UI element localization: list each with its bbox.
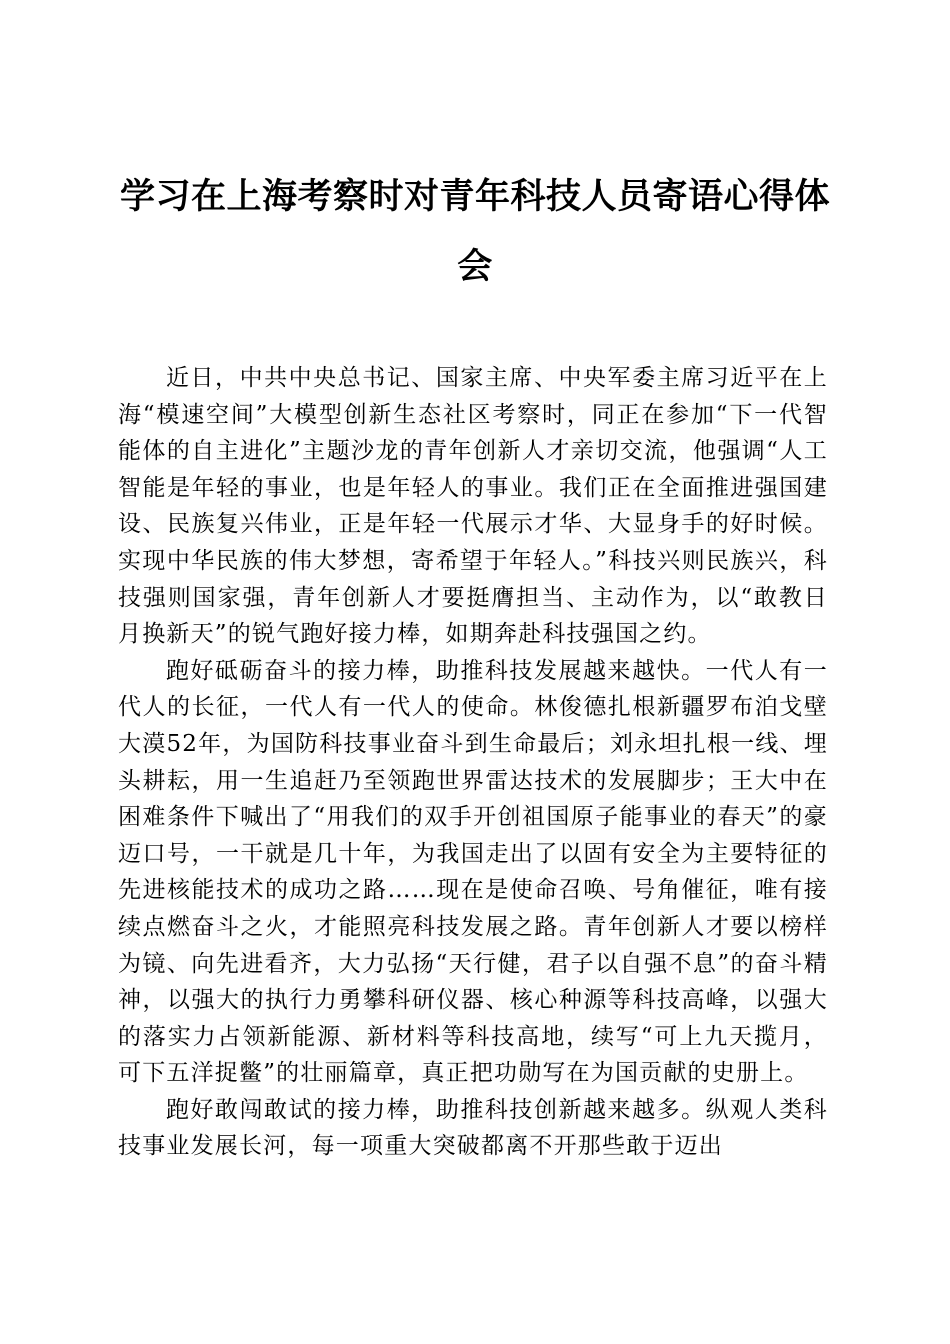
document-body xyxy=(118,360,828,1165)
paragraph-innovation: 跑好敢闯敢试的接力棒，助推科技创新越来越多。纵观人类科技事业发展长河，每一项重大突破都离不开那些敢于迈出 xyxy=(118,1096,828,1160)
document-title: 学习在上海考察时对青年科技人员寄语心得体会 xyxy=(119,176,830,287)
paragraph-struggle: 跑好砥砺奋斗的接力棒，助推科技发展越来越快。一代人有一代人的长征，一代人有一代人的使命。林俊德扎根新疆罗布泊戈壁大漠52年，为国防科技事业奋斗到生命最后；刘永坦扎根一线、埋头耕耘，用一生追赶乃至领跑世界雷达技术的发展脚步；王大中在困难条件下喊出了“用我们的双手开创祖国原子能事业的春天”的豪迈口号，一干就是几十年，为我国走出了以固有安全为主要特征的先进核能技术的成功之路……现在是使命召唤、号角催征，唯有接续点燃奋斗之火，才能照亮科技发展之路。青年创新人才要以榜样为镜、向先进看齐，大力弘扬“天行健，君子以自强不息”的奋斗精神，以强大的执行力勇攀科研仪器、核心种源等科技高峰，以强大的落实力占领新能源、新材料等科技高地，续写“可上九天揽月，可下五洋捉鳖”的壮丽篇章，真正把功勋写在为国贡献的史册上。 xyxy=(118,657,828,1087)
paragraph-intro: 近日，中共中央总书记、国家主席、中央军委主席习近平在上海“模速空间”大模型创新生态社区考察时，同正在参加“下一代智能体的自主进化”主题沙龙的青年创新人才亲切交流，他强调“人工智能是年轻的事业，也是年轻人的事业。我们正在全面推进强国建设、民族复兴伟业，正是年轻一代展示才华、大显身手的好时候。实现中华民族的伟大梦想，寄希望于年轻人。”科技兴则民族兴，科技强则国家强，青年创新人才要挺膺担当、主动作为，以“敢教日月换新天”的锐气跑好接力棒，如期奔赴科技强国之约。 xyxy=(118,365,828,648)
